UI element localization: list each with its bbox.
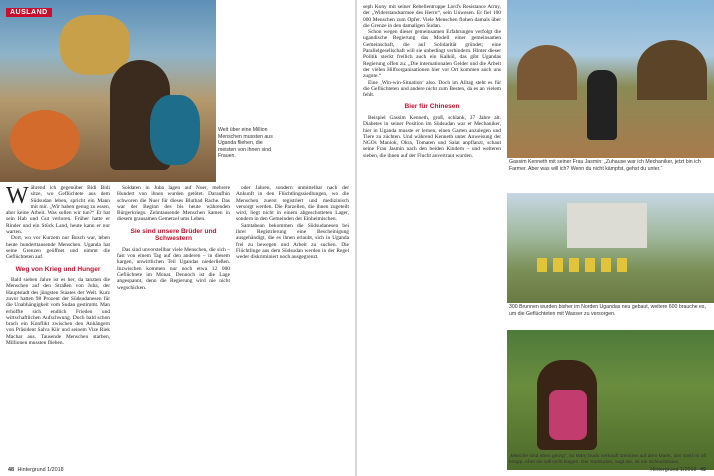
- left-page: [0, 0, 355, 476]
- article-column-4: [363, 4, 501, 159]
- paragraph: Soldaten in Juba lagen auf Nuer, mehrere Hundert von ihnen wurden getötet. Daraufhin schworen die Nuer für dieses Blutbad Rache. Das war der Beginn des bis heute währenden Bürgerkriegs. Zehntausende Menschen kamen in diesem grausamen Gemetzel ums Leben.: [117, 185, 230, 223]
- paragraph: Beispiel Gassim Kenneth, groß, schlank, 37 Jahre alt. Diabetes in seiner Position im Südsudan war er Mechaniker, hier in Uganda musste er lernen, einen Garten anzulegen und Tiere zu züchten. Und während Kenneth unter Anweisung der NGOs Maniok, Okra, Tomaten und Salat anpflanzt, schaut seine Frau Jasmin nach den beiden Kindern – und weiteren sieben, die ihnen auf der Flucht anvertraut wurden.: [363, 114, 501, 159]
- article-column-3: [236, 185, 349, 261]
- paragraph: Samtabean bekommen die Südsudanesen bei ihrer Registrierung eine Bescheinigung ausgehändigt, die es ihnen erlaubt, sich in Uganda frei zu bewegen und Arbeit zu suchen. Die Flüchtlinge aus dem Südsudan werden in der Regel weder diskriminiert noch ausgegrenzt.: [236, 222, 349, 261]
- paragraph: Schon wegen dieser gemeinsamen Erfahrungen verfolgt die ugandische Regierung das Modell einer gemeinsamen Gemeinschaft, die auf Solidarität gründet; eine Parallelgesellschaft will sie unbedingt verhindern. Hinter dieser Politik steckt freilich auch ein Kalkül, das gibt Ugandas Regierung offen zu: „Die internationalen Gelder und die Arbeit der vielen Hilfsorganisationen hier vor Ort kommen auch uns zugute.“: [363, 29, 501, 80]
- paragraph: oder Jahren, sondern unmittelbar nach der Ankunft in den Flüchtlingssiedlungen, wo die Menschen zuerst registriert und medizinisch versorgt werden. Die Parzellen, die ihnen zugeteilt wird, liegt nicht in einem abgeschotteten Lager, sondern in den Gemeinden der Einheimischen.: [236, 185, 349, 223]
- photo-woman-carrying-load: [0, 0, 216, 182]
- dropcap: W: [6, 183, 29, 209]
- section-tag: AUSLAND: [6, 8, 52, 17]
- right-page: [357, 0, 714, 476]
- magazine-title: Hintergrund 1/2018: [17, 467, 64, 473]
- paragraph: Das sind unvorstellbar viele Menschen, die sich – fast von einem Tag auf den anderen – in diesem kargen, unwirtlichen Teil Ugandas niederließen. Inzwischen kommen nur noch etwa 12 000 Geflüchtete im Monat. Dennoch ist die Lage angespannt, denn die Regierung wird nie nicht wegschicken.: [117, 246, 230, 291]
- photo-caption: Gassim Kenneth mit seiner Frau Jasmin: „Zuhause war ich Mechaniker, jetzt bin ich Farmer. Aber was will ich? Wenn du nicht kämpfst, gehst du unter.“: [509, 159, 701, 172]
- subheading: Weg von Krieg und Hunger: [15, 265, 101, 273]
- magazine-title: Hintergrund 1/2018: [650, 467, 697, 473]
- subheading: Bier für Chinesen: [404, 103, 460, 111]
- photo-caption: 300 Brunnen wurden bisher im Norden Ugandas neu gebaut, weitere 600 brauche es, um die Geflüchteten mit Wasser zu versorgen.: [509, 304, 706, 317]
- page-number: 48: [8, 467, 14, 473]
- paragraph: Eine ‚Win-win-Situation‘ also. Doch im Alltag steht es für die Geflüchteten und andere nicht zum Besten, da es an vielem fehlt.: [363, 79, 501, 99]
- paragraph: seph Kony mit seiner Rebellentruppe Lord's Resistance Army, der „Widerstandsarmee des Herrn“, sein Unwesen. Er fiel 100 000 Menschen zum Opfer. Viele Menschen flohen damals über die Grenze in den damaligen Sudan.: [363, 4, 501, 29]
- page-footer-left: [6, 467, 64, 473]
- page-footer-right: [650, 467, 708, 473]
- page-number: 49: [700, 467, 706, 473]
- paragraph: ährend ich gegenüber Bidi Bidi sitze, wo Geflüchtete aus dem Südsudan leben, spricht ein Mann mit mir. „Wir haben genug zu essen, aber keine Arbeit. Was sollen wir tun?“ Er hat sein Hab und Gut verloren. Früher hatte er Rinder und ein Stück Land, heute kann er nur warten.: [6, 185, 110, 236]
- subheading: Sie sind unsere Brüder und Schwestern: [130, 227, 217, 243]
- paragraph: Dort, wo vor Kurzem nur Busch war, leben heute hunderttausende Menschen. Uganda hat seine Grenzen geöffnet und nimmt die Geflüchteten auf.: [6, 235, 110, 261]
- article-column-1: [6, 185, 110, 346]
- photo-caption-left: Weit über eine Million Menschen mussten aus Uganda fliehen, die meisten von ihnen sind Frauen.: [218, 127, 273, 160]
- photo-water-canisters: [507, 193, 714, 303]
- paragraph: Bald sieben Jahre ist es her, da tanzten die Menschen auf den Straßen von Juba, der Hauptstadt des jüngsten Staates der Welt. Kurz zuvor hatten 98 Prozent der Südsudanesen für die Unabhängigkeit vom Sudan gestimmt. Man erhoffte sich endlich Frieden und wirtschaftlichen Aufschwung. Doch bald schon brach ein Konflikt zwischen den Anhängern von Präsident Salva Kiir und seinem Vize Riek Machar aus. Tausende Menschen starben, Millionen mussten fliehen.: [6, 277, 110, 347]
- photo-caption: „Manche sind eben geizig“, so Mary Dudu verkauft Gemüse auf dem Markt, das Geld ist oft knapp. Aber sie will nicht klagen. Der Südsudan, sagt sie, ist ein Schlachthaus.: [509, 454, 707, 465]
- article-column-2: [117, 185, 230, 291]
- photo-village-huts: [507, 0, 714, 158]
- photo-woman-market: [507, 330, 714, 470]
